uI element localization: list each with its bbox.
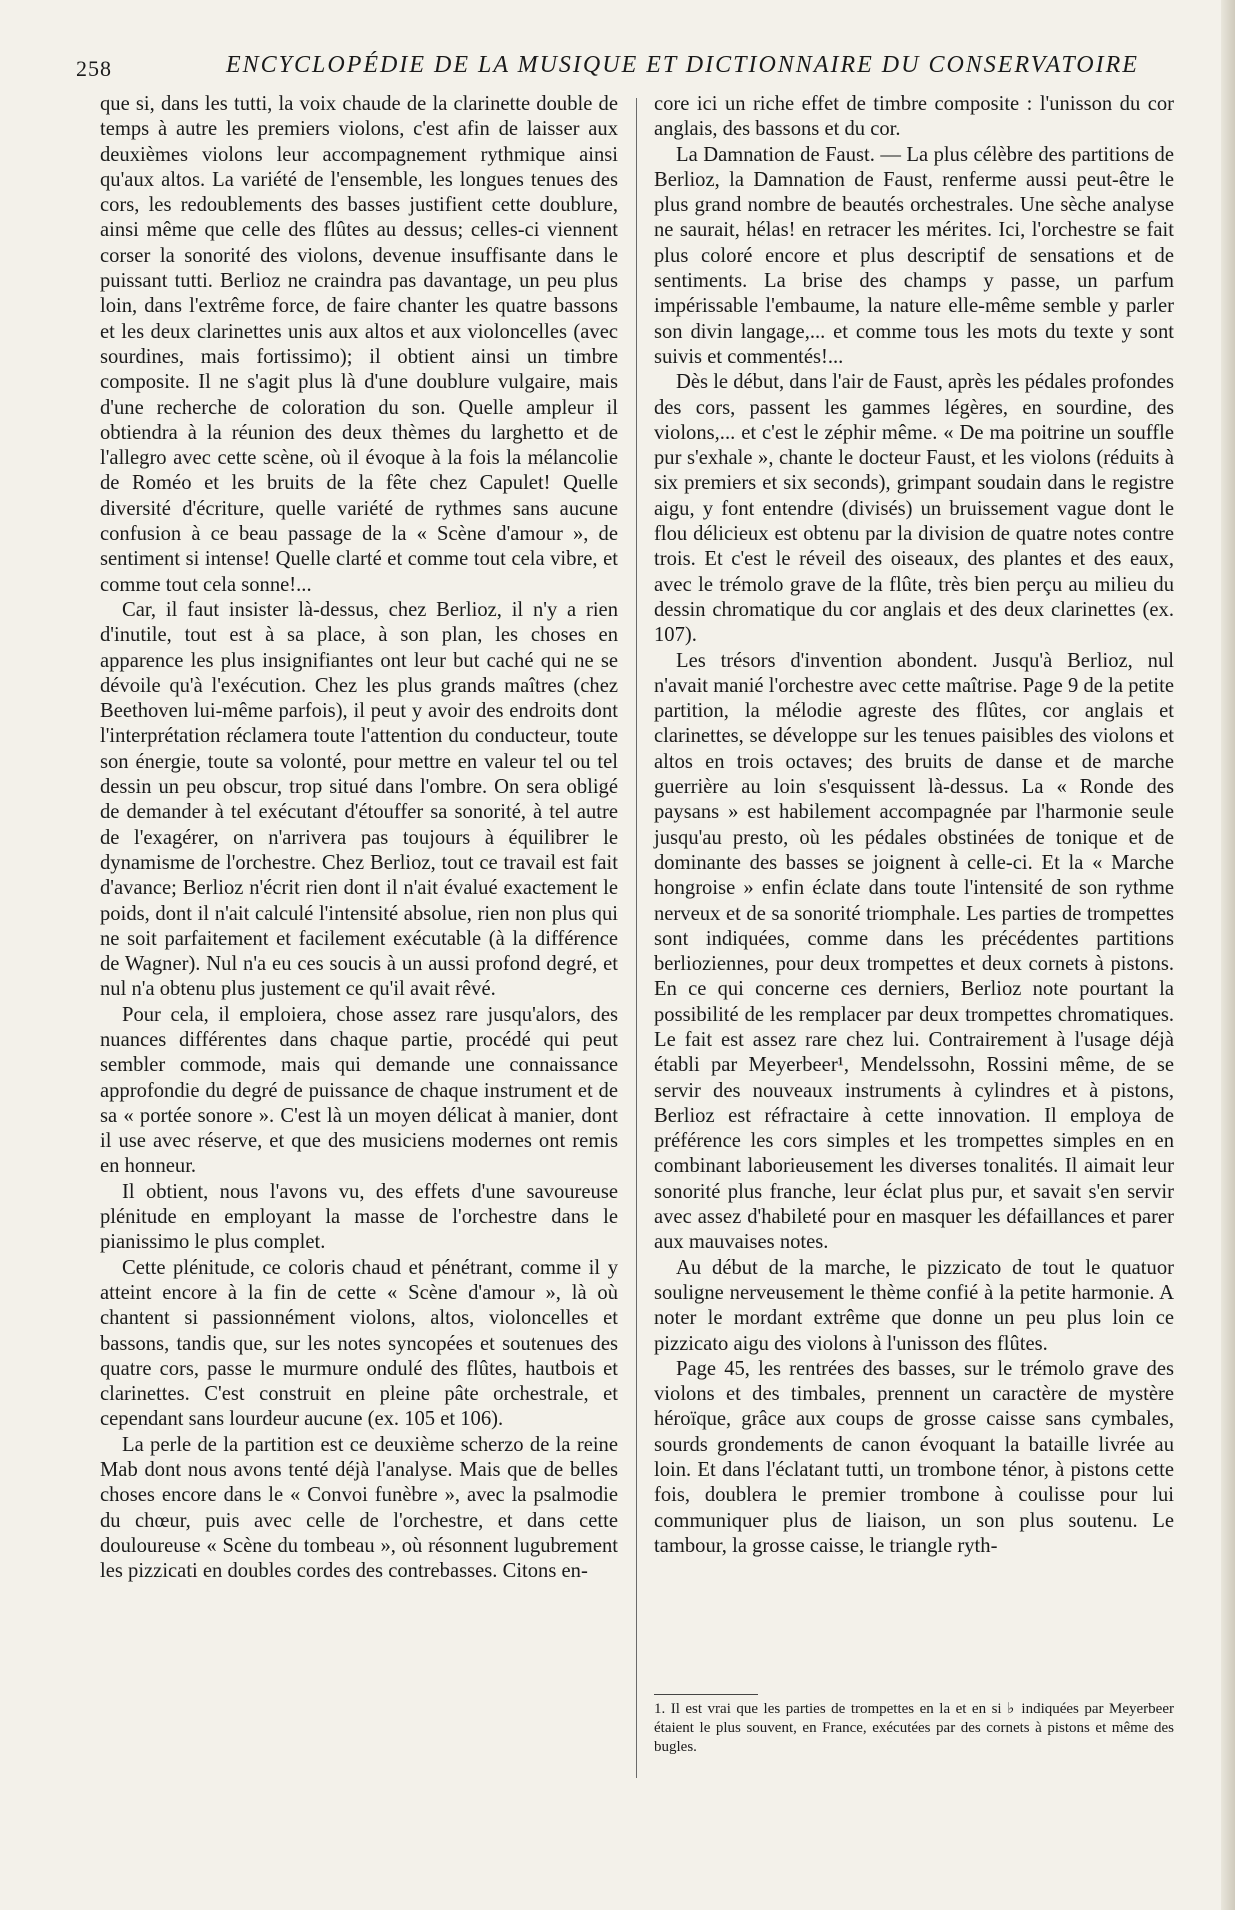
page-edge [1221, 0, 1235, 1910]
paragraph: Dès le début, dans l'air de Faust, après les pédales profondes des cors, passent les gammes légères, en sourdine, des violons,... et c'est le zéphir même. « De ma poitrine un souffle pur s'exhale », chante le docteur Faust, et les violons (réduits à six premiers et six seconds), grimpant soudain dans le registre aigu, y font entendre (divisés) un bruissement vague dont le flou délicieux est obtenu par la division de quatre notes contre trois. Et c'est le réveil des oiseaux, des plantes et des eaux, avec le trémolo grave de la flûte, très bien perçu au milieu du dessin chromatique du cor anglais et des deux clarinettes (ex. 107). [654, 371, 1174, 647]
footnote-rule [654, 1694, 758, 1695]
paragraph: Page 45, les rentrées des basses, sur le trémolo grave des violons et des timbales, prennent un caractère de mystère héroïque, grâce aux coups de grosse caisse sans cymbales, sourds grondements de canon évoquant la bataille livrée au loin. Et dans l'éclatant tutti, un trombone ténor, à pistons cette fois, doublera le premier trombone à coulisse pour lui communiquer plus de liaison, un son plus soutenu. Le tambour, la grosse caisse, le triangle ryth- [654, 1357, 1174, 1557]
paragraph: La Damnation de Faust. — La plus célèbre des partitions de Berlioz, la Damnation de Faust, renferme aussi peut-être le plus grand nombre de beautés orchestrales. Une sèche analyse ne saurait, hélas! en retracer les mérites. Ici, l'orchestre se fait plus coloré encore et plus descriptif de sensations et de sentiments. La brise des champs y passe, un parfum impérissable l'embaume, la nature elle-même semble y parler son divin langage,... et comme tous les mots du texte y sont suivis et commentés!... [654, 143, 1174, 368]
paragraph: Cette plénitude, ce coloris chaud et pénétrant, comme il y atteint encore à la fin de cette « Scène d'amour », là où chantent si passionnément violons, altos, violoncelles et bassons, tandis que, sur les notes syncopées et soutenues des quatre cors, passe le murmure ondulé des flûtes, hautbois et clarinettes. C'est construit en pleine pâte orchestrale, et cependant sans lourdeur aucune (ex. 105 et 106). [100, 1256, 618, 1431]
paragraph: Car, il faut insister là-dessus, chez Berlioz, il n'y a rien d'inutile, tout est à sa place, à son plan, les choses en apparence les plus insignifiantes ont leur but caché qui ne se dévoile qu'à l'exécution. Chez les plus grands maîtres (chez Beethoven lui-même parfois), il peut y avoir des endroits dont l'interprétation réclamera toute l'attention du conducteur, toute son énergie, toute sa volonté, pour mettre en valeur tel ou tel dessin un peu obscur, trop situé dans l'ombre. On sera obligé de demander à tel exécutant d'étouffer sa sonorité, à tel autre de l'exagérer, on n'arrivera pas toujours à équilibrer le dynamisme de l'orchestre. Chez Berlioz, tout ce travail est fait d'avance; Berlioz n'écrit rien dont il n'ait évalué exactement le poids, dont il n'ait calculé l'intensité absolue, rien non plus qui ne soit parfaitement et facilement exécutable (à la différence de Wagner). Nul n'a eu ces soucis à un aussi profond degré, et nul n'a obtenu plus justement ce qu'il avait rêvé. [100, 598, 618, 1001]
footnote: 1. Il est vrai que les parties de trompettes en la et en si ♭ indiquées par Meyerbeer étaient le plus souvent, en France, exécutées par des cornets à pistons et même des bugles. [654, 1701, 1174, 1755]
column-divider [636, 98, 637, 1778]
paragraph: Il obtient, nous l'avons vu, des effets d'une savoureuse plénitude en employant la masse de l'orchestre dans le pianissimo le plus complet. [100, 1180, 618, 1254]
paragraph: Pour cela, il emploiera, chose assez rare jusqu'alors, des nuances différentes dans chaque partie, procédé qui peut sembler commode, mais qui demande une connaissance approfondie du degré de puissance de chaque instrument et de sa « portée sonore ». C'est là un moyen délicat à manier, dont il use avec réserve, et que des musiciens modernes ont remis en honneur. [100, 1003, 618, 1178]
right-column [654, 92, 1174, 1559]
paragraph: que si, dans les tutti, la voix chaude de la clarinette double de temps à autre les premiers violons, c'est afin de laisser aux deuxièmes violons leur accompagnement rythmique ainsi qu'aux altos. La variété de l'ensemble, les longues tenues des cors, les redoublements des basses justifient cette doublure, ainsi même que celle des flûtes au dessus; celles-ci viennent corser la sonorité des violons, devenue insuffisante dans le puissant tutti. Berlioz ne craindra pas davantage, un peu plus loin, dans l'extrême force, de faire chanter les quatre bassons et les deux clarinettes unis aux altos et aux violoncelles (avec sourdines, mais fortissimo); il obtient ainsi un timbre composite. Il ne s'agit plus là d'une doublure vulgaire, mais d'une recherche de coloration du son. Quelle ampleur il obtiendra à la réunion des deux thèmes du larghetto et de l'allegro avec cette scène, où il évoque à la fois la mélancolie de Roméo et les bruits de la fête chez Capulet! Quelle diversité d'écriture, quelle variété de rythmes sans aucune confusion à ce beau passage de la « Scène d'amour », de sentiment si intense! Quelle clarté et comme tout cela vibre, et comme tout cela sonne!... [100, 93, 618, 596]
paragraph: Au début de la marche, le pizzicato de tout le quatuor souligne nerveusement le thème confié à la petite harmonie. A noter le mordant extrême que donne un peu plus loin ce pizzicato aigu des violons à l'unisson des flûtes. [654, 1256, 1174, 1355]
paragraph: core ici un riche effet de timbre composite : l'unisson du cor anglais, des bassons et du cor. [654, 93, 1174, 141]
paragraph: Les trésors d'invention abondent. Jusqu'à Berlioz, nul n'avait manié l'orchestre avec cette maîtrise. Page 9 de la petite partition, la mélodie agreste des flûtes, cor anglais et clarinettes, se développe sur les tenues paisibles des violons et altos en trois octaves; des bruits de danse et de marche guerrière au loin s'esquissent là-dessus. La « Ronde des paysans » est habilement accompagnée par l'harmonie seule jusqu'au presto, où les pédales obstinées de tonique et de dominante des basses se joignent à celle-ci. Et la « Marche hongroise » enfin éclate dans toute l'intensité de son rythme nerveux et de sa sonorité triomphale. Les parties de trompettes sont indiquées, comme dans les précédentes partitions berlioziennes, pour deux trompettes et deux cornets à pistons. En ce qui concerne ces derniers, Berlioz note pourtant la possibilité de les remplacer par deux trompettes chromatiques. Le fait est assez rare chez lui. Contrairement à l'usage déjà établi par Meyerbeer¹, Mendelssohn, Rossini même, de se servir des nouveaux instruments à cylindres et à pistons, Berlioz est réfractaire à cette innovation. Il employa de préférence les cors simples et les trompettes simples en en combinant laborieusement les diverses tonalités. Il aimait leur sonorité plus franche, leur éclat plus pur, et savait s'en servir avec assez d'habileté pour en masquer les défaillances et parer aux mauvaises notes. [654, 649, 1174, 1254]
page-number: 258 [76, 56, 112, 81]
left-column [100, 92, 618, 1585]
running-title: ENCYCLOPÉDIE DE LA MUSIQUE ET DICTIONNAIRE DU CONSERVATOIRE [226, 52, 1139, 78]
page-header [76, 52, 1156, 86]
paragraph: La perle de la partition est ce deuxième scherzo de la reine Mab dont nous avons tenté déjà l'analyse. Mais que de belles choses encore dans le « Convoi funèbre », avec la psalmodie du chœur, puis avec celle de l'orchestre, et dans cette douloureuse « Scène du tombeau », où résonnent lugubrement les pizzicati en doubles cordes des contrebasses. Citons en- [100, 1433, 618, 1583]
